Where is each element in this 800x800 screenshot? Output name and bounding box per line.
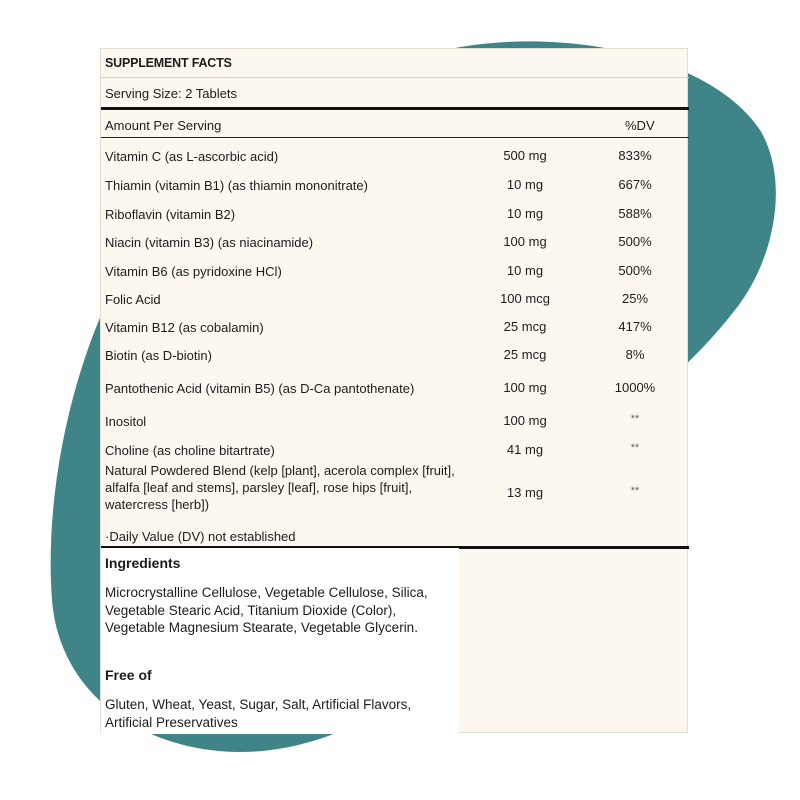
nutrient-amount: 25 mcg [503,347,547,362]
nutrient-name: Vitamin B6 (as pyridoxine HCl) [105,264,282,279]
divider [101,77,689,78]
nutrient-amount: 500 mg [503,148,547,163]
nutrient-dv: 500% [618,263,652,278]
dv-footnote: ·Daily Value (DV) not established [105,529,296,544]
nutrient-dv: ** [630,442,640,454]
nutrient-amount: 100 mg [503,380,547,395]
nutrient-name: Inositol [105,414,147,429]
nutrient-amount: 10 mg [506,177,544,192]
nutrient-dv: 833% [618,148,652,163]
nutrient-dv: ** [630,413,640,425]
nutrient-amount: 100 mg [503,234,547,249]
amount-per-serving-header: Amount Per Serving [105,118,222,133]
nutrient-name: Pantothenic Acid (vitamin B5) (as D-Ca pantothenate) [105,381,415,396]
nutrient-name: Choline (as choline bitartrate) [105,443,275,458]
nutrient-dv: 8% [625,347,645,362]
nutrient-name: Niacin (vitamin B3) (as niacinamide) [105,235,314,250]
ingredients-text: Microcrystalline Cellulose, Vegetable Cellulose, Silica, Vegetable Stearic Acid, Titanium Dioxide (Color), Vegetable Magnesium Stearate, Vegetable Glycerin. [105,585,428,635]
divider-thick [101,107,689,110]
nutrient-name: Folic Acid [105,292,161,307]
nutrient-dv: 417% [618,319,652,334]
nutrient-dv: 1000% [614,380,656,395]
nutrient-dv: 25% [621,291,649,306]
ingredients-heading: Ingredients [105,555,181,571]
nutrient-name: Riboflavin (vitamin B2) [105,207,236,222]
nutrient-amount: 25 mcg [503,319,547,334]
nutrient-amount: 10 mg [506,263,544,278]
divider [101,137,689,138]
ingredients-section [101,548,459,734]
nutrient-dv: 588% [618,206,652,221]
free-of-text: Gluten, Wheat, Yeast, Sugar, Salt, Artificial Flavors, Artificial Preservatives [105,697,412,730]
facts-title: SUPPLEMENT FACTS [105,56,232,70]
nutrient-name: Natural Powdered Blend (kelp [plant], acerola complex [fruit], alfalfa [leaf and stems], parsley [leaf], rose hips [fruit], watercress [herb]) [105,463,455,512]
nutrient-dv: 500% [618,234,652,249]
nutrient-amount: 100 mcg [500,291,550,306]
free-of-heading: Free of [105,667,152,683]
nutrient-amount: 13 mg [506,485,544,500]
nutrient-amount: 100 mg [503,413,547,428]
nutrient-name: Vitamin C (as L-ascorbic acid) [105,149,279,164]
nutrient-dv: ** [630,485,640,497]
supplement-facts-panel [100,48,688,733]
nutrient-amount: 41 mg [506,442,544,457]
serving-size: Serving Size: 2 Tablets [105,86,237,101]
nutrient-dv: 667% [618,177,652,192]
nutrient-amount: 10 mg [506,206,544,221]
dv-column-header: %DV [625,118,655,133]
nutrient-name: Thiamin (vitamin B1) (as thiamin mononitrate) [105,178,368,193]
nutrient-name: Vitamin B12 (as cobalamin) [105,320,264,335]
nutrient-name: Biotin (as D-biotin) [105,348,212,363]
